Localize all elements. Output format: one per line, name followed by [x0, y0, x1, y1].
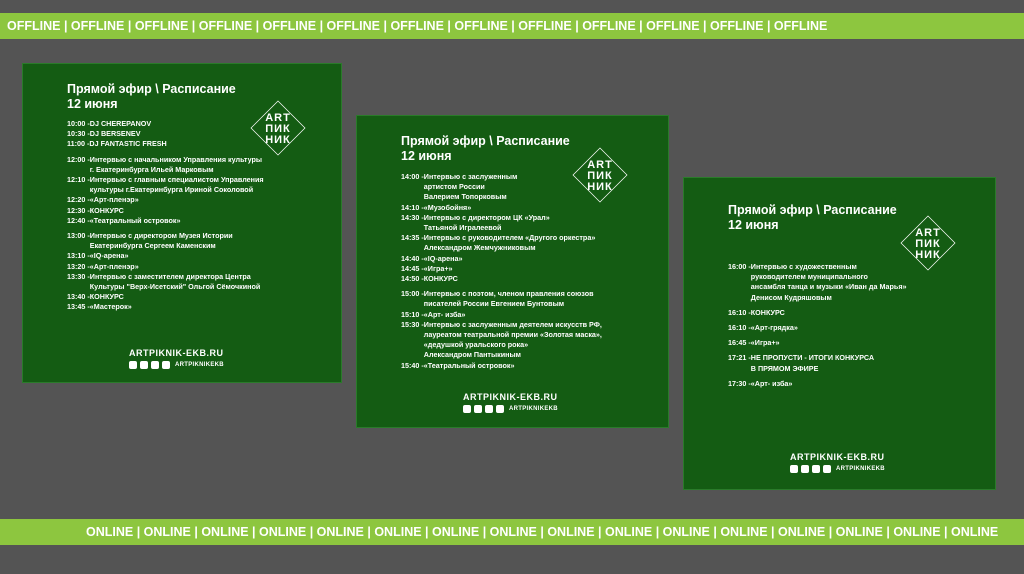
schedule-event: «Театральный островок» [423, 360, 515, 370]
schedule-time: 16:10 - [728, 307, 751, 317]
schedule-card-1 [22, 63, 342, 383]
offline-banner-text: OFFLINE | OFFLINE | OFFLINE | OFFLINE | OFFLINE | OFFLINE | OFFLINE | OFFLINE | OFFLINE | OFFLINE | OFFLINE | OFFLINE | OFFLINE [7, 19, 828, 33]
schedule-list [401, 172, 661, 371]
schedule-row [401, 264, 661, 274]
schedule-row [728, 308, 988, 318]
schedule-time: 14:45 - [401, 263, 424, 273]
schedule-time: 17:30 - [728, 378, 751, 388]
schedule-event: КОНКУРС [89, 205, 124, 215]
schedule-row [401, 310, 661, 320]
schedule-event: «Арт-пленэр» [89, 261, 139, 271]
schedule-time: 13:45 - [67, 302, 90, 312]
card-footer [790, 452, 885, 473]
social-handle: ARTPIKNIKEKB [509, 406, 558, 412]
schedule-event: DJ FANTASTIC FRESH [89, 139, 167, 149]
schedule-event: «Арт-грядка» [750, 323, 798, 333]
schedule-time: 15:40 - [401, 360, 424, 370]
schedule-time: 13:00 - [67, 231, 90, 241]
card-footer [463, 392, 558, 413]
schedule-time: 17:21 - [728, 353, 751, 363]
schedule-event: НЕ ПРОПУСТИ - ИТОГИ КОНКУРСА В ПРЯМОМ ЭФИРЕ [750, 353, 875, 373]
site-url: ARTPIKNIK-EKB.RU [790, 452, 885, 462]
schedule-row [728, 262, 988, 303]
card-date: 12 июня [401, 149, 452, 163]
schedule-row [67, 251, 337, 261]
schedule-time: 13:30 - [67, 271, 90, 281]
schedule-row [728, 338, 988, 348]
schedule-time: 13:10 - [67, 251, 90, 261]
schedule-row [67, 216, 337, 226]
schedule-time: 10:00 - [67, 119, 90, 128]
schedule-row [67, 272, 337, 292]
schedule-time: 16:00 - [728, 262, 751, 271]
ok-icon [823, 465, 831, 473]
schedule-time: 14:00 - [401, 172, 424, 181]
artpiknik-logo: ART ПИК НИК [251, 101, 305, 155]
schedule-event: DJ BERSENEV [89, 129, 141, 139]
card-title-line: Прямой эфир \ Расписание [67, 82, 236, 96]
schedule-event: «Театральный островок» [89, 215, 181, 225]
schedule-row [67, 195, 337, 205]
ok-icon [162, 361, 170, 369]
vk-icon [463, 405, 471, 413]
schedule-row [67, 292, 337, 302]
vk-icon [129, 361, 137, 369]
schedule-event: Интервью с заслуженным деятелем искусств РФ, лауреатом театральной премии «Золотая маска», «дедушкой уральского рока» Александром Пантыкиным [423, 319, 602, 360]
card-date: 12 июня [728, 218, 779, 232]
schedule-event: Интервью с руководителем «Другого оркестра» Александром Жемчужниковым [423, 233, 596, 253]
schedule-row [728, 379, 988, 389]
site-url: ARTPIKNIK-EKB.RU [129, 348, 224, 358]
schedule-row [401, 320, 661, 361]
online-banner-text: ONLINE | ONLINE | ONLINE | ONLINE | ONLINE | ONLINE | ONLINE | ONLINE | ONLINE | ONLINE | ONLINE | ONLINE | ONLINE | ONLINE | ONLINE | ONLINE [86, 525, 999, 539]
schedule-row [67, 231, 337, 251]
schedule-event: КОНКУРС [750, 307, 785, 317]
schedule-row [67, 129, 337, 139]
social-handle: ARTPIKNIKEKB [836, 466, 885, 472]
schedule-event: «Арт- изба» [750, 378, 793, 388]
card-title [728, 203, 897, 233]
schedule-row [401, 289, 661, 309]
schedule-row [67, 262, 337, 272]
schedule-row [401, 274, 661, 284]
card-title [401, 134, 570, 164]
schedule-card-3 [683, 177, 996, 490]
schedule-event: «Мастерок» [89, 302, 132, 312]
card-footer [129, 348, 224, 369]
facebook-icon [140, 361, 148, 369]
card-title-line: Прямой эфир \ Расписание [728, 203, 897, 217]
schedule-time: 15:00 - [401, 289, 424, 299]
schedule-row [401, 233, 661, 253]
schedule-time: 13:20 - [67, 261, 90, 271]
schedule-row [401, 361, 661, 371]
schedule-event: Интервью с директором Музея Истории Екатеринбурга Сергеем Каменским [89, 231, 233, 251]
schedule-event: Интервью с главным специалистом Управления культуры г.Екатеринбурга Ириной Соколовой [89, 175, 264, 195]
schedule-event: «Музобойня» [423, 202, 472, 212]
schedule-time: 11:00 - [67, 139, 90, 149]
schedule-time: 14:10 - [401, 202, 424, 212]
artpiknik-logo: ART ПИК НИК [901, 216, 955, 270]
schedule-event: «Игра+» [750, 338, 780, 348]
schedule-time: 12:30 - [67, 205, 90, 215]
artpiknik-logo: ART ПИК НИК [573, 148, 627, 202]
schedule-row [401, 203, 661, 213]
schedule-event: «IQ-арена» [423, 253, 463, 263]
site-url: ARTPIKNIK-EKB.RU [463, 392, 558, 402]
schedule-time: 14:40 - [401, 253, 424, 263]
schedule-time: 12:20 - [67, 195, 90, 205]
social-handle: ARTPIKNIKEKB [175, 362, 224, 368]
schedule-time: 15:10 - [401, 309, 424, 319]
schedule-row [67, 119, 337, 129]
schedule-event: Интервью с начальником Управления культуры г. Екатеринбурга Ильей Марковым [89, 154, 262, 174]
schedule-time: 10:30 - [67, 129, 90, 139]
instagram-icon [151, 361, 159, 369]
schedule-row [401, 213, 661, 233]
vk-icon [790, 465, 798, 473]
schedule-time: 12:10 - [67, 175, 90, 185]
schedule-event: «IQ-арена» [89, 251, 129, 261]
schedule-time: 14:35 - [401, 233, 424, 243]
online-banner [0, 519, 1024, 545]
schedule-row [401, 172, 661, 203]
social-links [463, 405, 558, 413]
schedule-time: 14:50 - [401, 274, 424, 284]
schedule-event: DJ CHEREPANOV [89, 119, 152, 128]
card-title-line: Прямой эфир \ Расписание [401, 134, 570, 148]
schedule-time: 13:40 - [67, 292, 90, 302]
facebook-icon [801, 465, 809, 473]
schedule-event: Интервью с директором ЦК «Урал» Татьяной Игралеевой [423, 212, 550, 233]
schedule-time: 16:45 - [728, 338, 751, 348]
card-date: 12 июня [67, 97, 118, 111]
schedule-time: 12:00 - [67, 154, 90, 164]
schedule-card-2 [356, 115, 669, 428]
schedule-event: Интервью с заслуженным артистом России Валерием Топорковым [423, 172, 518, 202]
schedule-event: КОНКУРС [423, 274, 458, 284]
schedule-time: 16:10 - [728, 323, 751, 333]
schedule-event: Интервью с поэтом, членом правления союзов писателей России Евгением Бунтовым [423, 289, 594, 309]
schedule-list [67, 119, 337, 313]
schedule-event: «Арт- изба» [423, 309, 466, 319]
schedule-row [67, 302, 337, 312]
schedule-event: «Игра+» [423, 263, 453, 273]
schedule-row [401, 254, 661, 264]
offline-banner [0, 13, 1024, 39]
schedule-row [67, 206, 337, 216]
schedule-row [67, 155, 337, 175]
schedule-time: 14:30 - [401, 212, 424, 222]
schedule-event: Интервью с художественным руководителем муниципального ансамбля танца и музыки «Иван да Марья» Денисом Кудряшовым [750, 262, 907, 302]
instagram-icon [812, 465, 820, 473]
schedule-row [67, 175, 337, 195]
ok-icon [496, 405, 504, 413]
schedule-time: 12:40 - [67, 215, 90, 225]
social-links [129, 361, 224, 369]
card-title [67, 82, 236, 112]
facebook-icon [474, 405, 482, 413]
schedule-event: «Арт-пленэр» [89, 195, 139, 205]
instagram-icon [485, 405, 493, 413]
schedule-time: 15:30 - [401, 319, 424, 329]
schedule-row [67, 139, 337, 149]
social-links [790, 465, 885, 473]
schedule-row [728, 353, 988, 373]
schedule-event: Интервью с заместителем директора Центра Культуры "Верх-Исетский" Ольгой Сёмочкиной [89, 271, 261, 292]
schedule-list [728, 262, 988, 389]
schedule-event: КОНКУРС [89, 292, 124, 302]
schedule-row [728, 323, 988, 333]
